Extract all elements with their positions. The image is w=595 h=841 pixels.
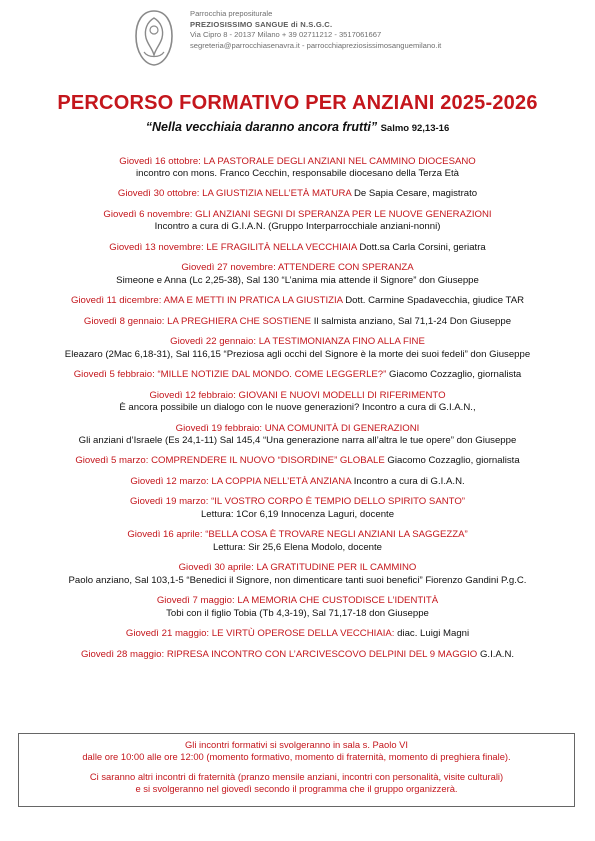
event-topic: LA PREGHIERA CHE SOSTIENE [167,315,312,327]
event-date: Giovedì 12 febbraio: [149,389,236,401]
event-item [14,476,581,488]
info-line-4: e si svolgeranno nel giovedì secondo il programma che il gruppo organizzerà. [135,782,458,794]
event-topic: UNA COMUNITÀ DI GENERAZIONI [264,422,420,434]
event-item [14,595,581,620]
header-text [190,9,441,51]
event-topic: COMPRENDERE IL NUOVO “DISORDINE” GLOBALE [151,455,385,467]
event-line [14,476,581,488]
event-line [14,262,581,274]
event-topic: “BELLA COSA È TROVARE NEGLI ANZIANI LA SAGGEZZA” [205,529,468,541]
event-item [14,529,581,554]
event-item [14,316,581,328]
event-date: Giovedì 8 gennaio: [83,315,165,327]
event-topic: LE VIRTÙ OPEROSE DELLA VECCHIAIA: [211,628,395,640]
event-line [14,156,581,168]
event-item [14,295,581,307]
event-topic: LA GRATITUDINE PER IL CAMMINO [256,562,417,574]
event-date: Giovedì 13 novembre: [109,241,204,253]
event-speaker: G.I.A.N. [479,648,515,660]
info-box [18,733,575,807]
event-topic: “MILLE NOTIZIE DAL MONDO. COME LEGGERLE?” [157,369,387,381]
header-address: Via Cipro 8 - 20137 Milano + 39 02711212 - 3517061667 [190,30,382,40]
event-date: Giovedì 11 dicembre: [70,295,162,307]
event-date: Giovedì 22 gennaio: [170,336,257,348]
event-item [14,562,581,587]
event-date: Giovedì 30 ottobre: [117,188,200,200]
event-speaker: Incontro a cura di G.I.A.N. [353,475,465,487]
event-description: Gli anziani d’Israele (Es 24,1-11) Sal 145,4 “Una generazione narra all’altra le tue opere” don Giuseppe [78,434,517,446]
info-line-2: dalle ore 10:00 alle ore 12:00 (momento formativo, momento di fraternità, momento di preghiera finale). [82,751,511,763]
event-speaker: Dott.sa Carla Corsini, geriatra [359,241,486,253]
event-item [14,156,581,181]
event-date: Giovedì 19 marzo: [130,496,209,508]
event-item [14,336,581,361]
event-description: Lettura: Sir 25,6 Elena Modolo, docente [212,541,383,553]
event-speaker: Giacomo Cozzaglio, giornalista [389,369,522,381]
event-description: incontro con mons. Franco Cecchin, responsabile diocesano della Terza Età [136,168,459,180]
event-topic: LA COPPIA NELL’ETÀ ANZIANA [211,475,352,487]
event-line [14,369,581,381]
events-list [14,156,581,669]
event-line [14,455,581,467]
event-line [14,423,581,435]
event-topic: LA TESTIMONIANZA FINO ALLA FINE [258,336,425,348]
event-item [14,262,581,287]
event-line [14,649,581,661]
event-item [14,209,581,234]
event-line [14,242,581,254]
event-date: Giovedì 6 novembre: [103,208,193,220]
event-date: Giovedì 16 aprile: [127,529,203,541]
event-topic: AMA E METTI IN PRATICA LA GIUSTIZIA [163,295,343,307]
event-description: È ancora possibile un dialogo con le nuove generazioni? Incontro a cura di G.I.A.N., [119,402,476,414]
event-line [14,295,581,307]
event-date: Giovedì 30 aprile: [178,562,254,574]
event-line [14,316,581,328]
event-topic: GIOVANI E NUOVI MODELLI DI RIFERIMENTO [238,389,446,401]
event-item [14,242,581,254]
parish-logo-icon [130,8,178,68]
subtitle-reference: Salmo 92,13-16 [380,123,450,134]
info-line-3: Ci saranno altri incontri di fraternità (pranzo mensile anziani, incontri con personalità, visite culturali) [89,770,504,782]
event-date: Giovedì 16 ottobre: [119,156,201,167]
event-description: Incontro a cura di G.I.A.N. (Gruppo Interparrocchiale anziani-nonni) [154,221,441,233]
page-title: PERCORSO FORMATIVO PER ANZIANI 2025-2026 [57,92,538,114]
event-speaker: Dott. Carmine Spadavecchia, giudice TAR [345,295,525,307]
event-description: Simeone e Anna (Lc 2,25-38), Sal 130 “L’anima mia attende il Signore” don Giuseppe [116,274,479,286]
event-line [14,628,581,640]
event-date: Giovedì 12 marzo: [130,475,209,487]
event-speaker: Giacomo Cozzaglio, giornalista [387,455,520,467]
event-date: Giovedì 5 marzo: [75,455,149,467]
event-line [14,529,581,541]
header-emails: segreteria@parrocchiasenavra.it - parrocchiapreziosissimosanguemilano.it [190,40,442,50]
event-line [14,496,581,508]
event-description: Paolo anziano, Sal 103,1-5 “Benedici il Signore, non dimenticare tanti suoi benefici” Fiorenzo Gandini P.g.C. [68,574,527,586]
event-line [14,390,581,402]
event-speaker: De Sapia Cesare, magistrato [353,188,478,200]
event-topic: GLI ANZIANI SEGNI DI SPERANZA PER LE NUOVE GENERAZIONI [195,208,492,220]
subtitle-quote: “Nella vecchiaia daranno ancora frutti” [145,120,378,134]
event-description: Eleazaro (2Mac 6,18-31), Sal 116,15 “Preziosa agli occhi del Signore è la morte dei suoi fedeli” don Giuseppe [64,348,531,360]
event-topic: ATTENDERE CON SPERANZA [277,262,414,274]
event-date: Giovedì 19 febbraio: [175,422,263,434]
event-speaker: diac. Luigi Magni [397,628,470,640]
event-item [14,649,581,661]
subtitle [0,120,595,134]
event-topic: LA PASTORALE DEGLI ANZIANI NEL CAMMINO DIOCESANO [203,156,476,167]
event-description: Tobi con il figlio Tobia (Tb 4,3-19), Sal 71,17-18 don Giuseppe [166,607,429,619]
event-topic: RIPRESA INCONTRO CON L’ARCIVESCOVO DELPINI DEL 9 MAGGIO [166,648,478,660]
event-description: Lettura: 1Cor 6,19 Innocenza Laguri, docente [200,508,395,520]
event-topic: LE FRAGILITÀ NELLA VECCHIAIA [206,241,357,253]
event-item [14,390,581,415]
event-line [14,188,581,200]
header-org-name: PREZIOSISSIMO SANGUE di N.S.G.C. [190,19,333,29]
parish-header [130,8,570,70]
info-line-1: Gli incontri formativi si svolgeranno in sala s. Paolo VI [184,739,408,750]
event-item [14,369,581,381]
event-item [14,455,581,467]
event-date: Giovedì 7 maggio: [156,595,235,607]
event-topic: LA MEMORIA CHE CUSTODISCE L’IDENTITÀ [237,595,439,607]
event-line [14,209,581,221]
event-item [14,423,581,448]
event-line [14,562,581,574]
event-line [14,595,581,607]
event-topic: “IL VOSTRO CORPO È TEMPIO DELLO SPIRITO SANTO” [211,496,465,508]
event-line [14,336,581,348]
event-speaker: Il salmista anziano, Sal 71,1-24 Don Giuseppe [313,315,512,327]
event-item [14,188,581,200]
event-item [14,496,581,521]
event-date: Giovedì 5 febbraio: [73,369,155,381]
event-date: Giovedì 21 maggio: [125,628,210,640]
event-topic: LA GIUSTIZIA NELL’ETÀ MATURA [202,188,352,200]
event-date: Giovedì 27 novembre: [181,262,276,274]
header-line1: Parrocchia prepositurale [190,9,273,18]
event-item [14,628,581,640]
event-date: Giovedì 28 maggio: [80,648,165,660]
